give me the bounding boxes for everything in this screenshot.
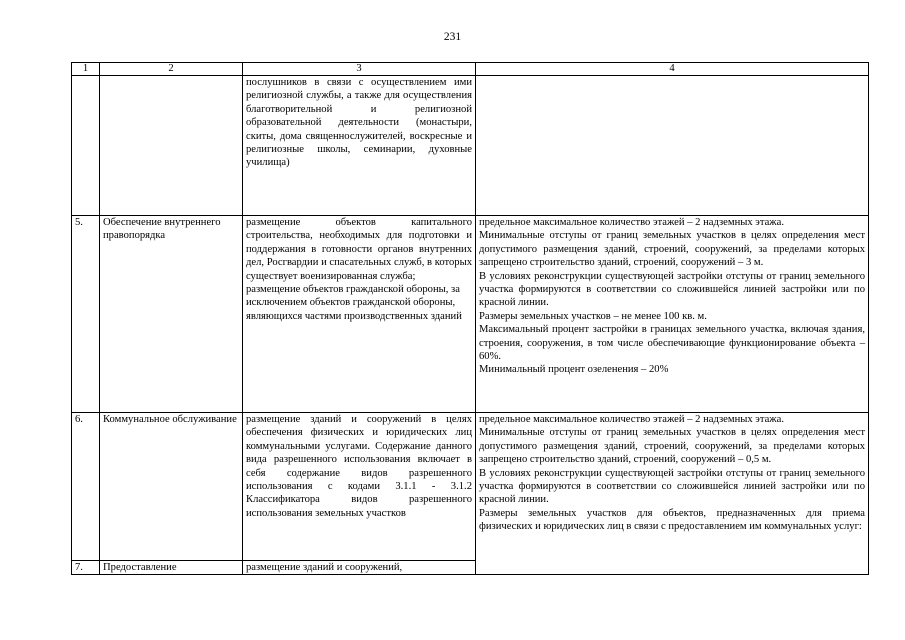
parameter-paragraph: В условиях реконструкции существующей застройки отступы от границ земельного участка формируются в соответствии со сложившейся линией застройки или по красной линии. — [479, 467, 865, 506]
use-type-name: Предоставление — [100, 561, 243, 575]
page-number: 231 — [443, 31, 462, 43]
parameters-cell — [476, 413, 869, 575]
parameter-paragraph: Максимальный процент застройки в границах земельного участка, включая здания, строения, сооружения, в том числе обеспечивающие функционирование объекта – 60%. — [479, 324, 865, 363]
use-description — [243, 76, 476, 216]
description-paragraph: послушников в связи с осуществлением ими религиозной службы, а также для осуществления благотворительной и религиозной образовательной деятельности (монастыри, скиты, дома священнослужителей, воскресные и религиозные школы, семинарии, духовные училища) — [246, 77, 472, 169]
parameter-paragraph: В условиях реконструкции существующей застройки отступы от границ земельного участка формируются в соответствии со сложившейся линией застройки или по красной линии. — [479, 270, 865, 309]
description-paragraph: размещение зданий и сооружений, — [246, 562, 403, 573]
use-description — [243, 216, 476, 413]
row-number: 5. — [72, 216, 100, 413]
row-number — [72, 76, 100, 216]
parameter-paragraph: Минимальные отступы от границ земельных участков в целях определения мест допустимого размещения зданий, строений, сооружений, за пределами которых запрещено строительство зданий, строений, сооружений – 3 м. — [479, 230, 865, 269]
parameter-paragraph: Минимальные отступы от границ земельных участков в целях определения мест допустимого размещения зданий, строений, сооружений, за пределами которых запрещено строительство зданий, строений, сооружений – 0,5 м. — [479, 427, 865, 466]
parameter-paragraph: Минимальный процент озеленения – 20% — [479, 364, 669, 376]
use-type-name — [100, 76, 243, 216]
parameters-cell — [476, 76, 869, 216]
use-type-name: Обеспечение внутреннего правопорядка — [100, 216, 243, 413]
header-cell-1: 1 — [72, 63, 100, 76]
header-cell-3: 3 — [243, 63, 476, 76]
header-cell-2: 2 — [100, 63, 243, 76]
table-row — [72, 76, 869, 216]
parameter-paragraph: Размеры земельных участков – не менее 100 кв. м. — [479, 310, 707, 322]
header-cell-4: 4 — [476, 63, 869, 76]
parameter-paragraph: предельное максимальное количество этажей – 2 надземных этажа. — [479, 414, 784, 425]
use-description — [243, 413, 476, 561]
description-paragraph: размещение объектов гражданской обороны, за исключением объектов гражданской обороны, являющихся частями производственных зданий — [246, 284, 462, 322]
row-number: 7. — [72, 561, 100, 575]
zoning-table — [71, 62, 869, 575]
description-paragraph: размещение зданий и сооружений в целях обеспечения физических и юридических лиц коммунальными услугами. Содержание данного вида разрешенного использования включает в себя содержание видов разрешенного использования с кодами 3.1.1 - 3.1.2 Классификатора видов разрешенного использования земельных участков — [246, 414, 472, 519]
use-description — [243, 561, 476, 575]
row-number: 6. — [72, 413, 100, 561]
parameter-paragraph: предельное максимальное количество этажей – 2 надземных этажа. — [479, 217, 784, 228]
parameters-cell — [476, 216, 869, 413]
use-type-name: Коммунальное обслуживание — [100, 413, 243, 561]
header-row — [72, 63, 869, 76]
table-row — [72, 413, 869, 561]
description-paragraph: размещение объектов капитального строительства, необходимых для подготовки и поддержания в готовности органов внутренних дел, Росгвардии и спасательных служб, в которых существует военизированная служба; — [246, 217, 472, 282]
table-row — [72, 216, 869, 413]
parameter-paragraph: Размеры земельных участков для объектов, предназначенных для приема физических и юридических лиц в связи с предоставлением им коммунальных услуг: — [479, 507, 865, 533]
